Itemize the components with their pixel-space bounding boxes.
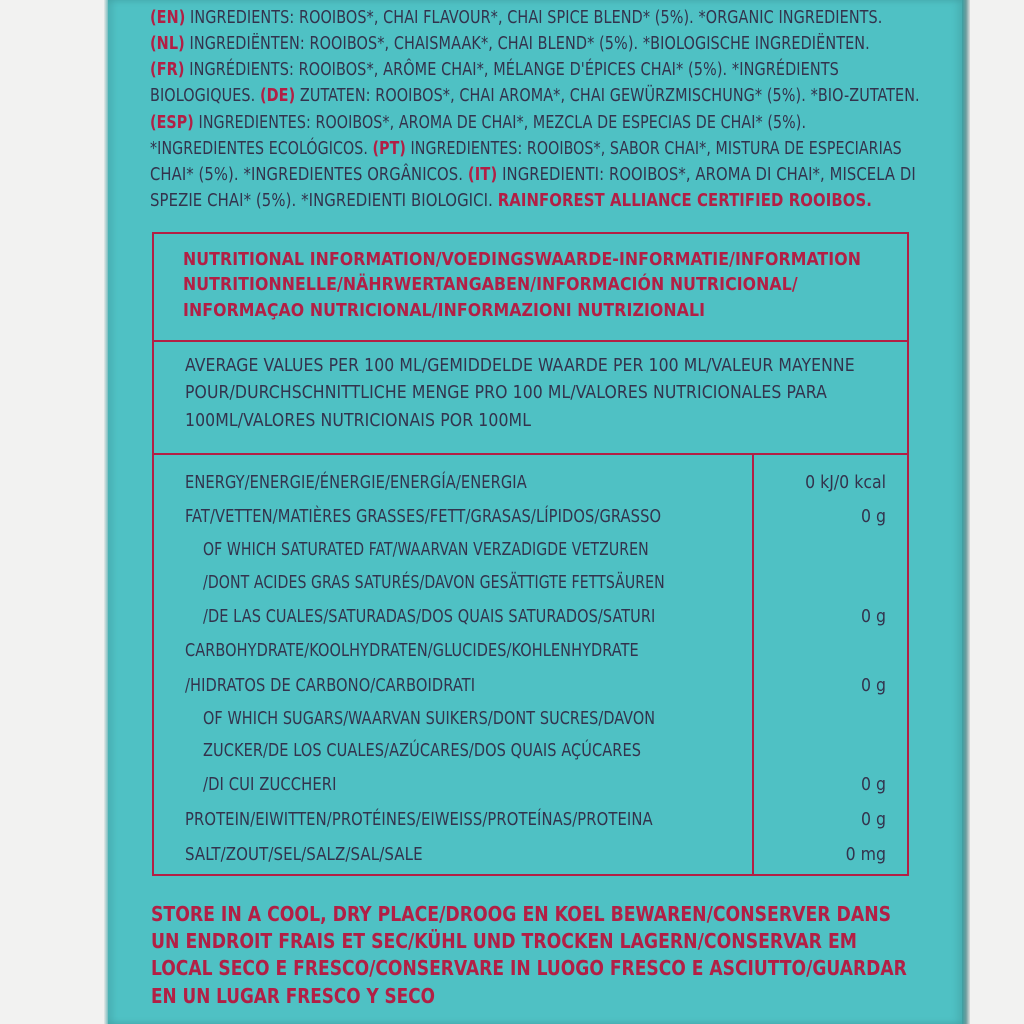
nutrition-row-value: 0 g [860, 676, 886, 696]
nutrition-title-line: NUTRITIONAL INFORMATION/VOEDINGSWAARDE-INFORMATIE/INFORMATION [183, 250, 861, 270]
nutrition-row-label: OF WHICH SUGARS/WAARVAN SUIKERS/DONT SUCRES/DAVON [203, 709, 656, 729]
nutrition-row-value: 0 g [860, 810, 886, 830]
ingredients-language-code: (EN) [150, 8, 186, 28]
ingredients-language-code: (FR) [150, 60, 185, 80]
ingredients-line [150, 8, 882, 28]
nutrition-average-line: AVERAGE VALUES PER 100 ML/GEMIDDELDE WAARDE PER 100 ML/VALEUR MAYENNE [185, 356, 855, 376]
ingredients-language-code: (ESP) [150, 113, 194, 133]
ingredients-line [150, 165, 916, 185]
nutrition-row-label: /DE LAS CUALES/SATURADAS/DOS QUAIS SATURADOS/SATURI [203, 607, 656, 627]
storage-line: STORE IN A COOL, DRY PLACE/DROOG EN KOEL BEWAREN/CONSERVER DANS [151, 902, 892, 926]
table-border-right [907, 232, 909, 876]
ingredients-language-code: RAINFOREST ALLIANCE CERTIFIED ROOIBOS. [497, 191, 873, 211]
storage-line: EN UN LUGAR FRESCO Y SECO [151, 984, 435, 1008]
ingredients-language-code: (DE) [259, 86, 296, 106]
table-divider-average [152, 453, 909, 455]
table-divider-title [152, 340, 909, 342]
ingredients-line [150, 86, 920, 106]
nutrition-row-value: 0 g [860, 507, 886, 527]
nutrition-title-line: INFORMAÇAO NUTRICIONAL/INFORMAZIONI NUTRIZIONALI [183, 301, 706, 321]
table-border-top [152, 232, 909, 234]
nutrition-average-line: POUR/DURCHSCHNITTLICHE MENGE PRO 100 ML/VALORES NUTRICIONALES PARA [185, 383, 827, 403]
nutrition-row-label: CARBOHYDRATE/KOOLHYDRATEN/GLUCIDES/KOHLENHYDRATE [185, 641, 639, 661]
nutrition-row-value: 0 g [860, 775, 886, 795]
nutrition-row-value: 0 kJ/0 kcal [805, 473, 886, 493]
storage-line: UN ENDROIT FRAIS ET SEC/KÜHL UND TROCKEN LAGERN/CONSERVAR EM [151, 929, 857, 953]
ingredients-line [150, 60, 839, 80]
ingredients-line [150, 34, 870, 54]
storage-line: LOCAL SECO E FRESCO/CONSERVARE IN LUOGO FRESCO E ASCIUTTO/GUARDAR [151, 956, 907, 980]
nutrition-row-label: FAT/VETTEN/MATIÈRES GRASSES/FETT/GRASAS/LÍPIDOS/GRASSO [185, 507, 662, 527]
ingredients-language-code: (PT) [372, 139, 406, 159]
nutrition-row-label: OF WHICH SATURATED FAT/WAARVAN VERZADIGDE VETZUREN [203, 540, 649, 560]
nutrition-average-line: 100ML/VALORES NUTRICIONAIS POR 100ML [185, 411, 532, 431]
nutrition-title-line: NUTRITIONNELLE/NÄHRWERTANGABEN/INFORMACIÓN NUTRICIONAL/ [183, 275, 798, 295]
nutrition-row-value: 0 g [860, 607, 886, 627]
ingredients-text: INGREDIENTI: ROOIBOS*, AROMA DI CHAI*, MISCELA DI [497, 165, 916, 185]
ingredients-line [150, 139, 902, 159]
ingredients-text: INGREDIENTES: ROOIBOS*, AROMA DE CHAI*, MEZCLA DE ESPECIAS DE CHAI* (5%). [193, 113, 807, 133]
ingredients-text: *INGREDIENTES ECOLÓGICOS. [150, 139, 373, 159]
ingredients-line [150, 191, 872, 211]
ingredients-text: ZUTATEN: ROOIBOS*, CHAI AROMA*, CHAI GEWÜRZMISCHUNG* (5%). *BIO-ZUTATEN. [295, 86, 920, 106]
table-border-left [152, 232, 154, 876]
nutrition-row-label: PROTEIN/EIWITTEN/PROTÉINES/EIWEISS/PROTEÍNAS/PROTEINA [185, 810, 653, 830]
ingredients-line [150, 113, 806, 133]
ingredients-text: SPEZIE CHAI* (5%). *INGREDIENTI BIOLOGICI. [150, 191, 498, 211]
ingredients-language-code: (IT) [467, 165, 498, 185]
nutrition-row-label: /DONT ACIDES GRAS SATURÉS/DAVON GESÄTTIGTE FETTSÄUREN [203, 573, 665, 593]
ingredients-text: BIOLOGIQUES. [150, 86, 260, 106]
box-right-edge [962, 0, 970, 1024]
nutrition-row-label: /HIDRATOS DE CARBONO/CARBOIDRATI [185, 676, 476, 696]
nutrition-row-label: /DI CUI ZUCCHERI [203, 775, 337, 795]
ingredients-language-code: (NL) [150, 34, 185, 54]
nutrition-row-label: ENERGY/ENERGIE/ÉNERGIE/ENERGÍA/ENERGIA [185, 473, 527, 493]
table-divider-column [752, 453, 754, 875]
ingredients-text: INGRÉDIENTS: ROOIBOS*, ARÔME CHAI*, MÉLANGE D'ÉPICES CHAI* (5%). *INGRÉDIENTS [184, 60, 839, 80]
nutrition-row-label: ZUCKER/DE LOS CUALES/AZÚCARES/DOS QUAIS AÇÚCARES [203, 741, 642, 761]
nutrition-row-label: SALT/ZOUT/SEL/SALZ/SAL/SALE [185, 845, 423, 865]
ingredients-text: CHAI* (5%). *INGREDIENTES ORGÂNICOS. [150, 165, 468, 185]
ingredients-text: INGREDIENTS: ROOIBOS*, CHAI FLAVOUR*, CHAI SPICE BLEND* (5%). *ORGANIC INGREDIENTS. [185, 8, 883, 28]
ingredients-text: INGREDIENTES: ROOIBOS*, SABOR CHAI*, MISTURA DE ESPECIARIAS [405, 139, 902, 159]
nutrition-row-value: 0 mg [845, 845, 886, 865]
table-border-bottom [152, 874, 909, 876]
ingredients-text: INGREDIËNTEN: ROOIBOS*, CHAISMAAK*, CHAI BLEND* (5%). *BIOLOGISCHE INGREDIËNTEN. [184, 34, 870, 54]
